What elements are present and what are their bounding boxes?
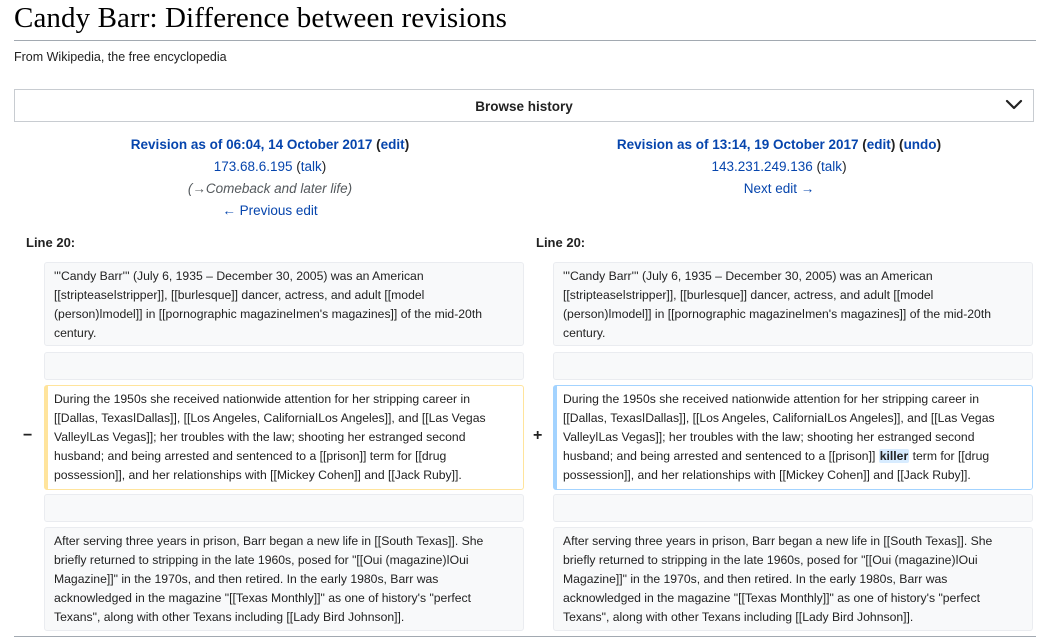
paren: ) ( xyxy=(890,137,904,152)
new-talk-link[interactable]: talk xyxy=(821,159,843,174)
deleted-line-marker: − xyxy=(23,427,33,444)
tagline: From Wikipedia, the free encyclopedia xyxy=(14,50,227,64)
old-revision-title-line xyxy=(20,134,520,156)
context-cell-old-2: After serving three years in prison, Barr began a new life in [[South Texas]]. She briefly returned to stripping in the late 1960s, posed for "[[Oui (magazine)ǀOui Magazine]]" in the 1970s, and then retired. In the early 1980s, Barr was acknowledged in the magazine "[[Texas Monthly]]" as one of history's "perfect Texans", along with other Texans including [[Lady Bird Johnson]]. xyxy=(44,527,524,631)
empty-context-cell-old xyxy=(44,494,524,522)
context-cell-new-2: After serving three years in prison, Barr began a new life in [[South Texas]]. She briefly returned to stripping in the late 1960s, posed for "[[Oui (magazine)ǀOui Magazine]]" in the 1970s, and then retired. In the early 1980s, Barr was acknowledged in the magazine "[[Texas Monthly]]" as one of history's "perfect Texans", along with other Texans including [[Lady Bird Johnson]]. xyxy=(553,527,1033,631)
old-talk-link[interactable]: talk xyxy=(300,159,322,174)
empty-context-cell-old xyxy=(44,352,524,380)
new-edit-link[interactable]: edit xyxy=(866,137,891,152)
added-text-before: During the 1950s she received nationwide attention for her stripping career in [[Dallas, TexasǀDallas]], [[Los Angeles, CaliforniaǀLos Angeles]], and [[Las Vegas ValleyǀLas Vegas]]; her troubles with the law; shooting her estranged second husband; and being arrested and sentenced to a [[prison]] xyxy=(563,392,995,463)
added-line-marker: + xyxy=(533,427,543,444)
context-cell-old: '''Candy Barr''' (July 6, 1935 – December 30, 2005) was an American [[stripteaseǀstripper]], [[burlesque]] dancer, actress, and adult [[model (person)ǀmodel]] in [[pornographic magazineǀmen's magazines]] of the mid-20th century. xyxy=(44,262,524,346)
previous-edit-link[interactable]: ← Previous edit xyxy=(222,203,318,218)
paren: ) xyxy=(321,159,327,174)
old-revision-link[interactable]: Revision as of 06:04, 14 October 2017 xyxy=(130,137,373,152)
added-line-cell xyxy=(553,385,1033,490)
title-divider xyxy=(14,40,1036,41)
old-edit-summary xyxy=(20,178,520,200)
paren: ( xyxy=(372,137,381,152)
chevron-down-icon[interactable] xyxy=(1005,97,1023,111)
new-revision-link[interactable]: Revision as of 13:14, 19 October 2017 xyxy=(616,137,859,152)
new-revision-header xyxy=(529,134,1029,200)
paren: ( xyxy=(812,159,822,174)
old-line-number: Line 20: xyxy=(26,235,76,250)
old-edit-link[interactable]: edit xyxy=(380,137,405,152)
paren: ) xyxy=(842,159,847,174)
empty-context-cell-new xyxy=(553,494,1033,522)
new-user-line xyxy=(529,156,1029,178)
browse-history-label: Browse history xyxy=(475,99,573,114)
paren: ) xyxy=(404,137,410,152)
added-text-after: term for [[drug possession]], and her relationships with [[Mickey Cohen]] and [[Jack Ruby]]. xyxy=(563,449,990,482)
page-title: Candy Barr: Difference between revisions xyxy=(14,2,508,34)
paren: ( xyxy=(292,159,301,174)
old-user-link[interactable]: 173.68.6.195 xyxy=(213,159,293,174)
added-word-highlight: killer xyxy=(879,449,909,463)
paren: ) xyxy=(936,137,942,152)
new-user-link[interactable]: 143.231.249.136 xyxy=(711,159,813,174)
new-revision-title-line xyxy=(529,134,1029,156)
empty-context-cell-new xyxy=(553,352,1033,380)
paren: ( xyxy=(858,137,867,152)
edit-summary-section: Comeback and later life xyxy=(205,181,348,196)
new-line-number: Line 20: xyxy=(536,235,586,250)
old-revision-header xyxy=(20,134,520,222)
next-edit-link[interactable]: Next edit → xyxy=(743,181,815,196)
browse-history-toggle[interactable] xyxy=(14,89,1034,122)
paren: ) xyxy=(347,181,353,196)
paren: ( xyxy=(187,181,193,196)
section-arrow-link[interactable]: → xyxy=(192,181,206,196)
deleted-line-cell: During the 1950s she received nationwide attention for her stripping career in [[Dallas, TexasǀDallas]], [[Los Angeles, CaliforniaǀLos Angeles]], and [[Las Vegas ValleyǀLas Vegas]]; her troubles with the law; shooting her estranged second husband; and being arrested and sentenced to a [[prison]] term for [[drug possession]], and her relationships with [[Mickey Cohen]] and [[Jack Ruby]]. xyxy=(44,385,524,490)
context-cell-new: '''Candy Barr''' (July 6, 1935 – December 30, 2005) was an American [[stripteaseǀstripper]], [[burlesque]] dancer, actress, and adult [[model (person)ǀmodel]] in [[pornographic magazineǀmen's magazines]] of the mid-20th century. xyxy=(553,262,1033,346)
bottom-divider xyxy=(14,636,1036,637)
undo-link[interactable]: undo xyxy=(903,137,937,152)
old-user-line xyxy=(20,156,520,178)
